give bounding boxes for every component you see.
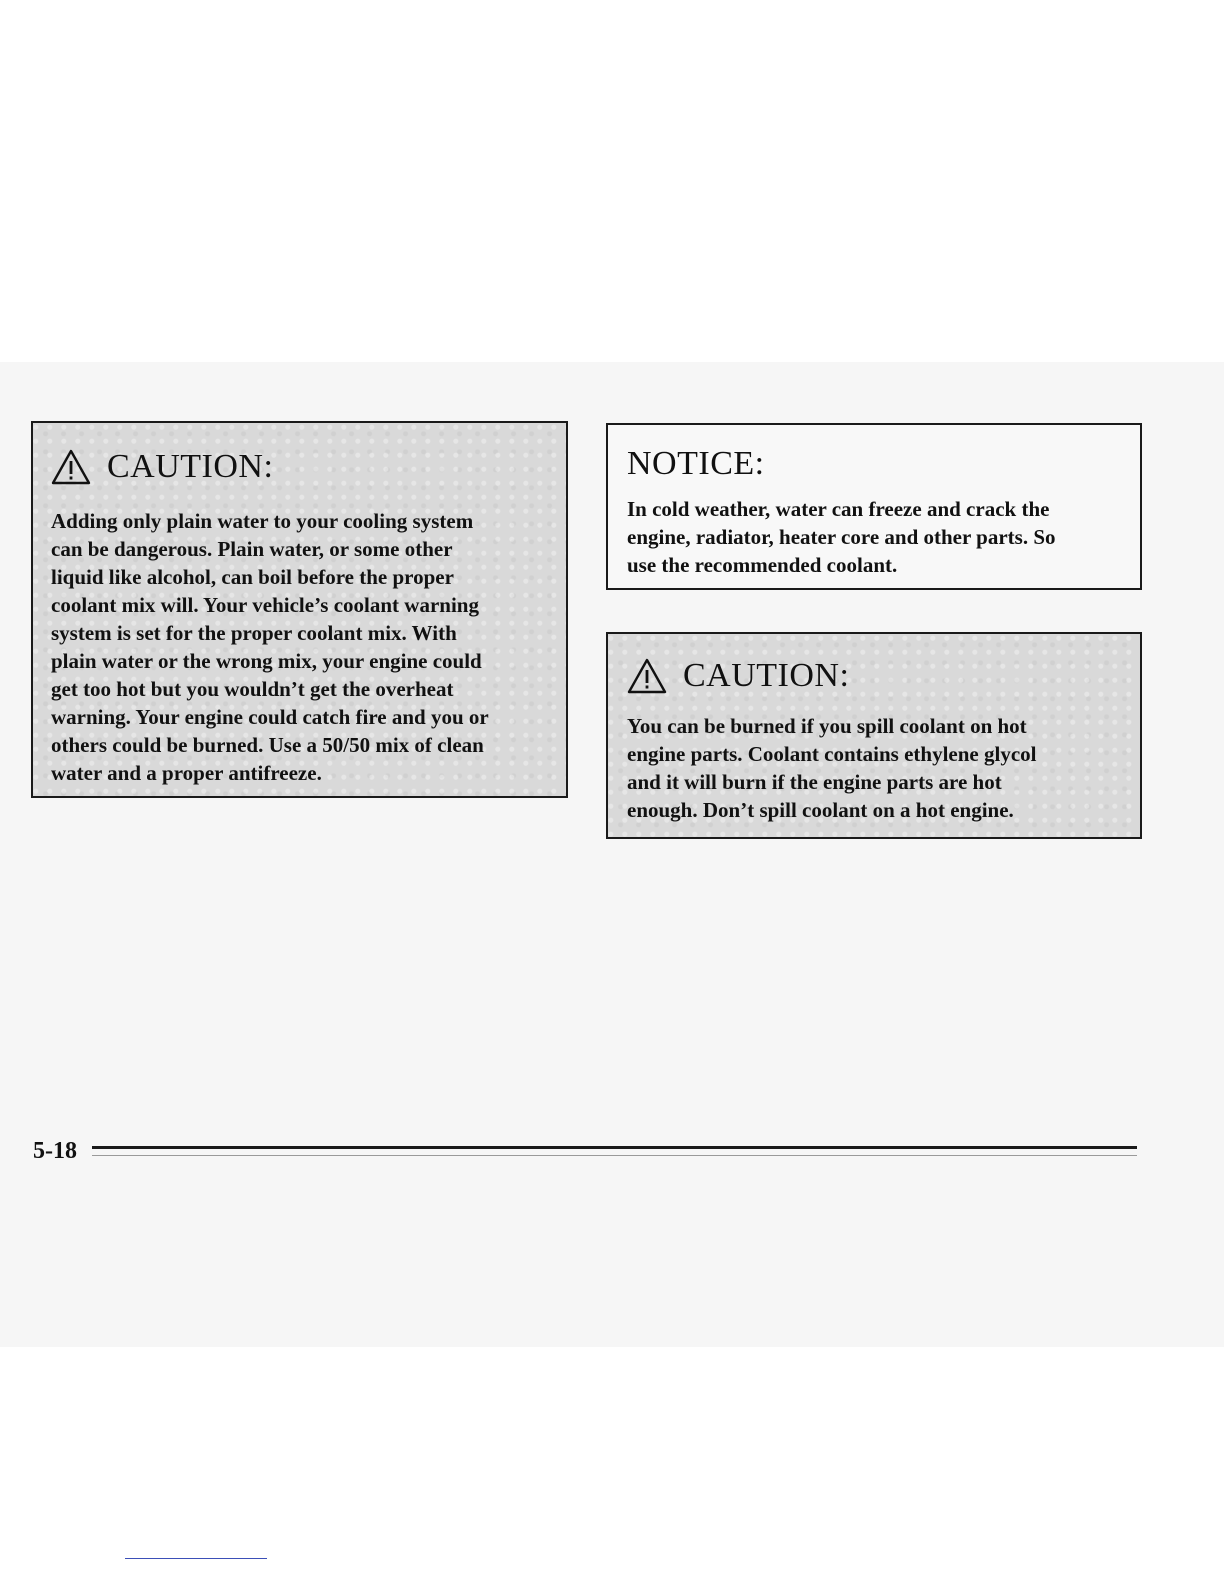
caution-text-line: can be dangerous. Plain water, or some other <box>51 537 453 561</box>
caution-text-line: liquid like alcohol, can boil before the proper <box>51 565 454 589</box>
caution-heading-text: CAUTION: <box>683 657 850 694</box>
warning-triangle-icon <box>51 449 91 485</box>
caution-text-line: plain water or the wrong mix, your engine could <box>51 649 482 673</box>
notice-text-line: use the recommended coolant. <box>627 553 898 577</box>
caution-text-line: enough. Don’t spill coolant on a hot engine. <box>627 798 1014 822</box>
caution-heading-text: CAUTION: <box>107 448 274 485</box>
notice-box-cold-weather <box>606 423 1142 590</box>
caution-text-line: and it will burn if the engine parts are hot <box>627 770 1002 794</box>
warning-triangle-icon <box>627 658 667 694</box>
page-number: 5-18 <box>33 1138 77 1164</box>
caution-text-line: warning. Your engine could catch fire and you or <box>51 705 489 729</box>
notice-text-line: engine, radiator, heater core and other parts. So <box>627 525 1056 549</box>
caution-heading <box>627 658 1122 694</box>
footer-rule <box>92 1146 1137 1149</box>
caution-text-line: system is set for the proper coolant mix. With <box>51 621 457 645</box>
bottom-edge-mark <box>125 1558 267 1559</box>
caution-text-line: others could be burned. Use a 50/50 mix of clean <box>51 733 484 757</box>
caution-text-line: You can be burned if you spill coolant on hot <box>627 714 1027 738</box>
caution-heading <box>51 449 546 485</box>
caution-text-line: coolant mix will. Your vehicle’s coolant warning <box>51 593 479 617</box>
footer-rule-thin <box>92 1155 1137 1156</box>
caution-text-line: get too hot but you wouldn’t get the overheat <box>51 677 454 701</box>
caution-text-line: engine parts. Coolant contains ethylene glycol <box>627 742 1037 766</box>
caution-box-cooling-system <box>31 421 568 798</box>
caution-text-line: water and a proper antifreeze. <box>51 761 322 785</box>
caution-box-hot-engine <box>606 632 1142 839</box>
caution-text-line: Adding only plain water to your cooling system <box>51 509 474 533</box>
notice-text-line: In cold weather, water can freeze and crack the <box>627 497 1050 521</box>
notice-heading: NOTICE: <box>627 445 765 482</box>
